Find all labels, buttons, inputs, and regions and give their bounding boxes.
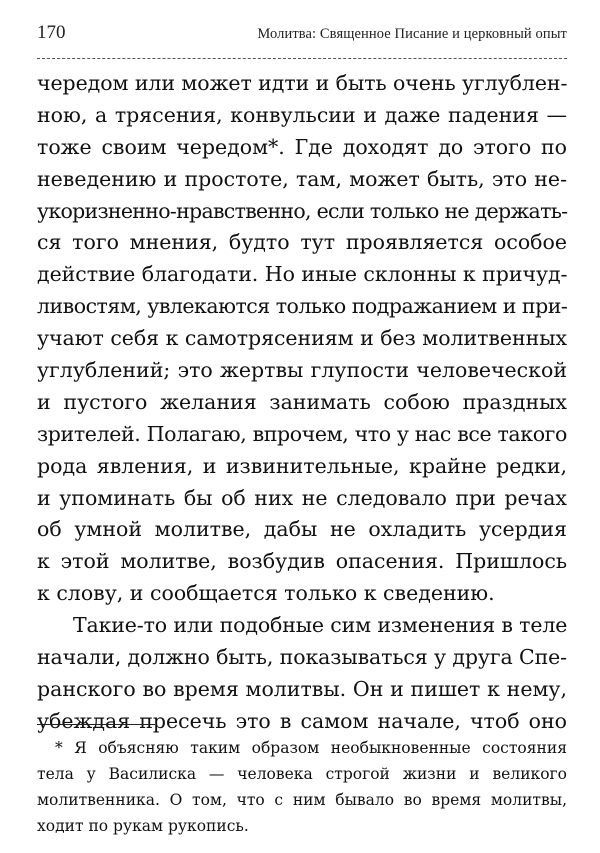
- footnote-line: тела у Василиска — человека строгой жизни и великого: [37, 765, 567, 783]
- text-line: к этой молитве, возбудив опасения. Пришлось: [37, 549, 567, 574]
- footnote-line: * Я объясняю таким образом необыкновенные состояния: [55, 739, 567, 757]
- text-line: Такие-то или подобные сим изменения в теле: [73, 613, 568, 638]
- footnote-line: ходит по рукам рукопись.: [37, 817, 249, 835]
- text-line: чередом или может идти и быть очень углублен-: [37, 71, 568, 95]
- header-rule: [37, 58, 567, 59]
- text-line: тоже своим чередом*. Где доходят до этого по: [37, 134, 567, 159]
- footnote-line: молитвенника. О том, что с ним бывало во время молитвы,: [37, 791, 567, 809]
- text-line: об умной молитве, дабы не охладить усердия: [37, 517, 567, 542]
- footnote: [37, 735, 567, 839]
- text-line: к слову, и сообщается только к сведению.: [37, 581, 495, 606]
- running-header: [37, 22, 567, 50]
- text-line: начали, должно быть, показываться у друга Спе-: [37, 645, 567, 670]
- text-line: и пустого желания занимать собою праздных: [37, 389, 567, 414]
- text-line: зрителей. Полагаю, впрочем, что у нас все такого: [37, 421, 567, 446]
- body-text: [37, 68, 567, 738]
- text-line: рода явления, и извинительные, крайне редки,: [37, 453, 567, 478]
- running-title: Молитва: Священное Писание и церковный опыт: [257, 26, 567, 42]
- footnote-rule: [37, 724, 155, 725]
- text-line: ся того мнения, будто тут проявляется особое: [37, 230, 567, 255]
- text-line: укоризненно-нравственно, если только не держать-: [37, 198, 568, 223]
- text-line: ранского во время молитвы. Он и пишет к нему,: [37, 676, 567, 701]
- text-line: убеждая пресечь это в самом начале, чтоб оно: [37, 708, 567, 733]
- text-line: неведению и простоте, там, может быть, это не-: [37, 166, 567, 191]
- text-line: учают себя к самотрясениям и без молитвенных: [37, 326, 567, 351]
- text-line: ною, а трясения, конвульсии и даже падения —: [37, 102, 567, 127]
- text-line: действие благодати. Но иные склонны к причуд-: [37, 262, 568, 287]
- text-line: ливостям, увлекаются только подражанием и при-: [37, 294, 568, 319]
- text-line: и упоминать бы об них не следовало при речах: [37, 485, 567, 510]
- page-number: 170: [37, 22, 66, 43]
- text-line: углублений; это жертвы глупости человеческой: [37, 358, 567, 383]
